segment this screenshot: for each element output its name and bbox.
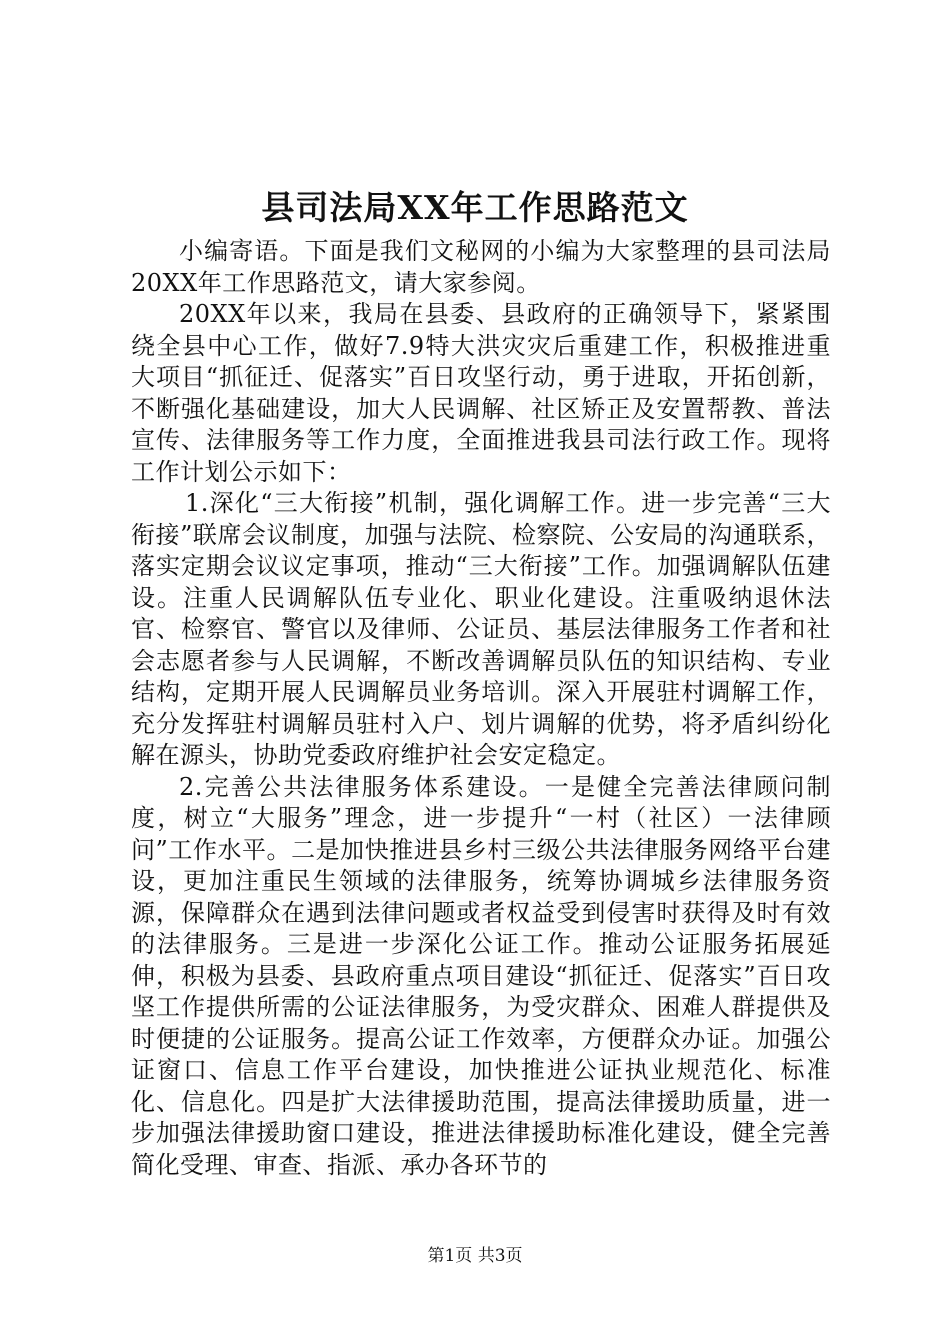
paragraph-item-2: 2.完善公共法律服务体系建设。一是健全完善法律顾问制度，树立“大服务”理念，进一步提升“一村（社区）一法律顾问”工作水平。二是加快推进县乡村三级公共法律服务网络平台建设，更加注重民生领域的法律服务，统筹协调城乡法律服务资源，保障群众在遇到法律问题或者权益受到侵害时获得及时有效的法律服务。三是进一步深化公证工作。推动公证服务拓展延伸，积极为县委、县政府重点项目建设“抓征迁、促落实”百日攻坚工作提供所需的公证法律服务，为受灾群众、困难人群提供及时便捷的公证服务。提高公证工作效率，方便群众办证。加强公证窗口、信息工作平台建设，加快推进公证执业规范化、标准化、信息化。四是扩大法律援助范围，提高法律援助质量，进一步加强法律援助窗口建设，推进法律援助标准化建设，健全完善简化受理、审查、指派、承办各环节的 [131,772,831,1179]
paragraph-item-1: 1.深化“三大衔接”机制，强化调解工作。进一步完善“三大衔接”联席会议制度，加强与法院、检察院、公安局的沟通联系，落实定期会议议定事项，推动“三大衔接”工作。加强调解队伍建设。注重人民调解队伍专业化、职业化建设。注重吸纳退休法官、检察官、警官以及律师、公证员、基层法律服务工作者和社会志愿者参与人民调解，不断改善调解员队伍的知识结构、专业结构，定期开展人民调解员业务培训。深入开展驻村调解工作，充分发挥驻村调解员驻村入户、划片调解的优势，将矛盾纠纷化解在源头，协助党委政府维护社会安定稳定。 [131,489,831,769]
document-title: 县司法局XX年工作思路范文 [261,188,689,227]
paragraph-overview: 20XX年以来，我局在县委、县政府的正确领导下，紧紧围绕全县中心工作，做好7.9特大洪灾灾后重建工作，积极推进重大项目“抓征迁、促落实”百日攻坚行动，勇于进取，开拓创新，不断强化基础建设，加大人民调解、社区矫正及安置帮教、普法宣传、法律服务等工作力度，全面推进我县司法行政工作。现将工作计划公示如下： [131,300,831,486]
page-number-footer: 第1页 共3页 [427,1246,523,1266]
document-body [131,236,831,1181]
paragraph-intro: 小编寄语。下面是我们文秘网的小编为大家整理的县司法局20XX年工作思路范文，请大家参阅。 [131,237,831,297]
